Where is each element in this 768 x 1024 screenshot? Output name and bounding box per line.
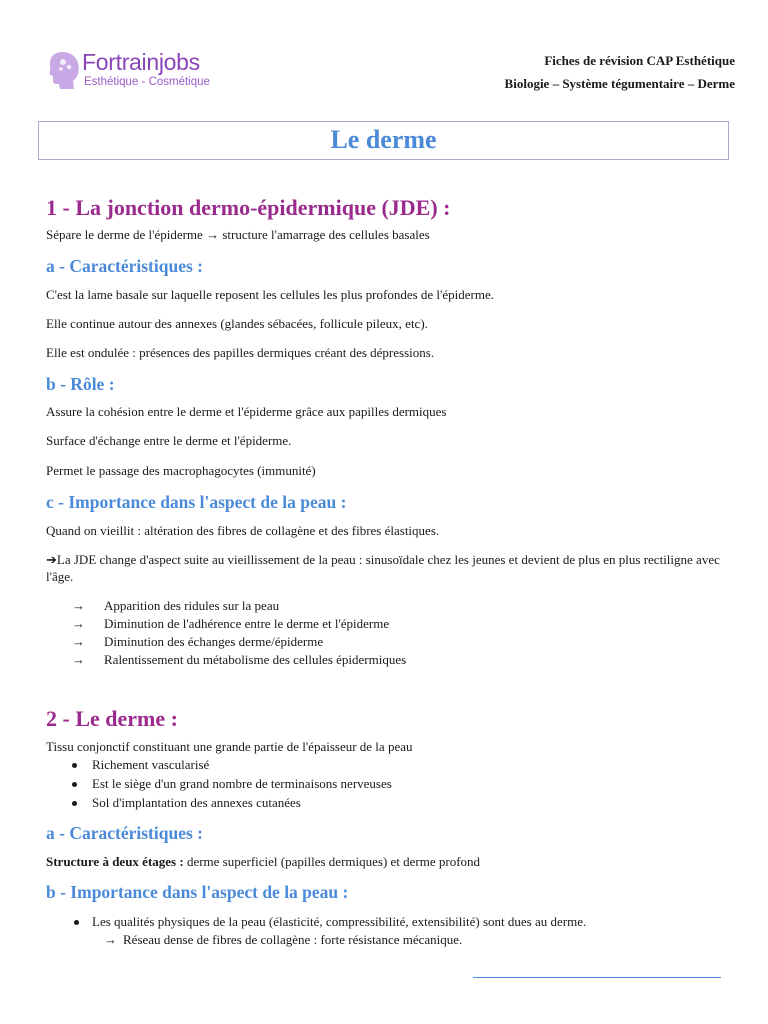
paragraph: Quand on vieillit : altération des fibres de collagène et des fibres élastiques. [46, 523, 440, 538]
section-2a-heading: a - Caractéristiques : [46, 823, 203, 843]
section-2-intro: Tissu conjonctif constituant une grande partie de l'épaisseur de la peau [46, 739, 413, 754]
arrow-icon: → [72, 616, 85, 631]
arrow-icon: ➔ [46, 552, 57, 567]
list-item-text: Diminution des échanges derme/épiderme [104, 634, 324, 649]
paragraph: Assure la cohésion entre le derme et l'épiderme grâce aux papilles dermiques [46, 404, 447, 419]
section-1-heading: 1 - La jonction dermo-épidermique (JDE) : [46, 195, 451, 220]
page-title: Le derme [330, 125, 437, 154]
logo-name: Fortrainjobs [82, 49, 200, 75]
list-item-text: Les qualités physiques de la peau (élasticité, compressibilité, extensibilité) sont dues au derme. [92, 914, 587, 929]
bullet-icon [72, 782, 77, 787]
head-profile-icon [48, 50, 82, 90]
header-line-2: Biologie – Système tégumentaire – Derme [504, 76, 735, 91]
paragraph: Permet le passage des macrophagocytes (immunité) [46, 463, 316, 478]
arrow-icon: → [72, 598, 85, 613]
list-item-text: Réseau dense de fibres de collagène : forte résistance mécanique. [123, 932, 463, 947]
paragraph: C'est la lame basale sur laquelle reposent les cellules les plus profondes de l'épiderme. [46, 287, 494, 302]
section-1a-heading: a - Caractéristiques : [46, 256, 203, 276]
list-item-text: Apparition des ridules sur la peau [104, 598, 280, 613]
arrow-icon: → [104, 932, 117, 947]
paragraph [46, 853, 480, 870]
bullet-icon [74, 920, 79, 925]
arrow-icon: → [72, 634, 85, 649]
section-2b-heading: b - Importance dans l'aspect de la peau : [46, 882, 349, 902]
section-2-heading: 2 - Le derme : [46, 706, 178, 731]
title-box [38, 121, 729, 160]
list-item-text: Est le siège d'un grand nombre de terminaisons nerveuses [92, 776, 392, 791]
list-item-text: Diminution de l'adhérence entre le derme et l'épiderme [104, 616, 390, 631]
bullet-icon [72, 801, 77, 806]
footer-divider [473, 977, 721, 978]
bullet-icon [72, 763, 77, 768]
paragraph-text: La JDE change d'aspect suite au vieillissement de la peau : sinusoïdale chez les jeunes et devient de plus en plus rectiligne avec l'âge. [46, 552, 720, 584]
header-line-1: Fiches de révision CAP Esthétique [544, 53, 735, 68]
brand-logo [48, 50, 248, 94]
paragraph: Surface d'échange entre le derme et l'épiderme. [46, 433, 292, 448]
bold-label: Structure à deux étages : [46, 854, 184, 869]
section-1b-heading: b - Rôle : [46, 374, 115, 394]
list-item-text: Ralentissement du métabolisme des cellules épidermiques [104, 652, 407, 667]
paragraph: Elle est ondulée : présences des papilles dermiques créant des dépressions. [46, 345, 435, 360]
paragraph: Elle continue autour des annexes (glandes sébacées, follicule pileux, etc). [46, 316, 428, 331]
arrow-icon: → [72, 652, 85, 667]
section-1c-heading: c - Importance dans l'aspect de la peau : [46, 492, 347, 512]
section-1-intro: Sépare le derme de l'épiderme → structure l'amarrage des cellules basales [46, 227, 430, 242]
paragraph-text: derme superficiel (papilles dermiques) et derme profond [183, 854, 481, 869]
list-item-text: Sol d'implantation des annexes cutanées [92, 795, 301, 810]
logo-tagline: Esthétique - Cosmétique [84, 76, 210, 88]
arrow-paragraph [46, 551, 726, 585]
list-item-text: Richement vascularisé [92, 757, 210, 772]
